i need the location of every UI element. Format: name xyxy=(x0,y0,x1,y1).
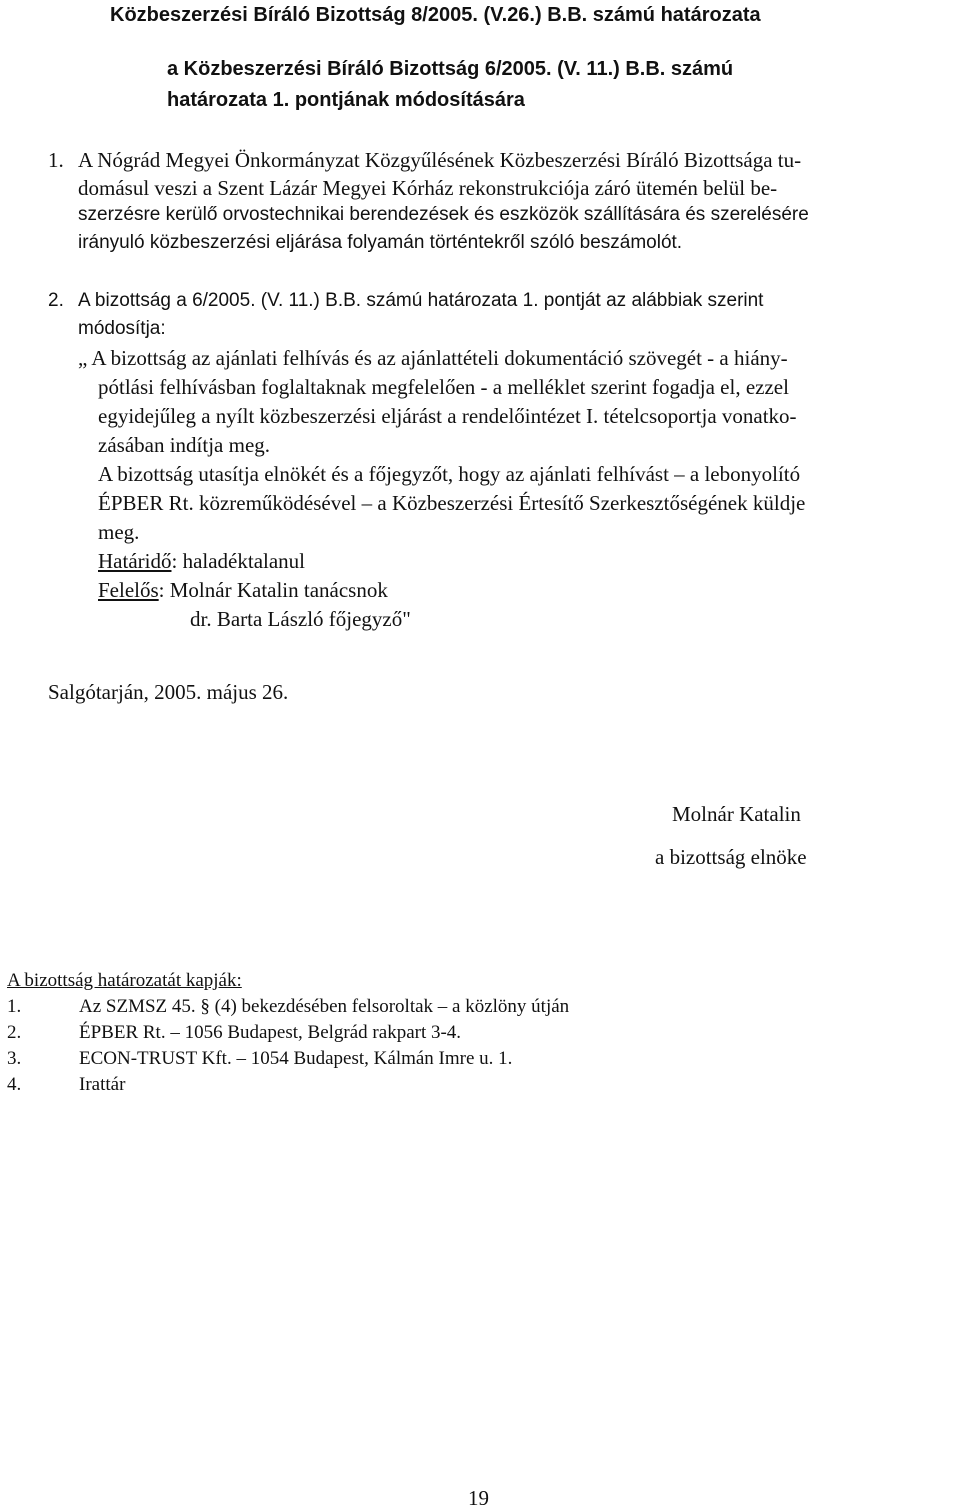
item-2-intro-line-1: A bizottság a 6/2005. (V. 11.) B.B. számú határozata 1. pontját az alábbiak szerint xyxy=(78,290,764,311)
item-1-number: 1. xyxy=(48,148,64,172)
quoted-text-line: pótlási felhívásban foglaltaknak megfelelően - a melléklet szerint fogadja el, ezzel xyxy=(98,375,789,399)
responsible-label: Felelős xyxy=(98,578,159,602)
quoted-text-line: meg. xyxy=(98,520,140,544)
document-title-line-3: határozata 1. pontjának módosítására xyxy=(167,89,525,111)
recipient-text: ÉPBER Rt. – 1056 Budapest, Belgrád rakpart 3-4. xyxy=(79,1022,462,1043)
quoted-text-line: ÉPBER Rt. közreműködésével – a Közbeszerzési Értesítő Szerkesztőségének küldje xyxy=(98,491,806,515)
quoted-text-line: „ A bizottság az ajánlati felhívás és az ajánlattételi dokumentáció szövegét - a hiány- xyxy=(78,346,788,370)
deadline-value: : haladéktalanul xyxy=(171,549,306,573)
item-2-intro-line-2: módosítja: xyxy=(78,318,166,339)
item-1-line: irányuló közbeszerzési eljárása folyamán történtekről szóló beszámolót. xyxy=(78,232,683,253)
document-title-line-1: Közbeszerzési Bíráló Bizottság 8/2005. (V.26.) B.B. számú határozata xyxy=(110,4,761,26)
quoted-text-line: zásában indítja meg. xyxy=(98,433,271,457)
document-title-line-2: a Közbeszerzési Bíráló Bizottság 6/2005. (V. 11.) B.B. számú xyxy=(167,58,734,80)
item-1-line: domásul veszi a Szent Lázár Megyei Kórház rekonstrukciója záró ütemén belül be- xyxy=(78,176,778,200)
recipient-number: 1. xyxy=(7,996,22,1017)
item-1-line: A Nógrád Megyei Önkormányzat Közgyűlésének Közbeszerzési Bíráló Bizottsága tu- xyxy=(78,148,802,172)
quoted-text-line: egyidejűleg a nyílt közbeszerzési eljárást a rendelőintézet I. tételcsoportja vonatko- xyxy=(98,404,797,428)
recipient-text: Az SZMSZ 45. § (4) bekezdésében felsoroltak – a közlöny útján xyxy=(79,996,570,1017)
place-date: Salgótarján, 2005. május 26. xyxy=(48,680,289,704)
recipient-text: Irattár xyxy=(79,1074,126,1095)
recipient-number: 2. xyxy=(7,1022,22,1043)
responsible-line xyxy=(98,578,388,603)
deadline-line xyxy=(98,549,305,574)
item-2-number: 2. xyxy=(48,290,64,311)
responsible-value: : Molnár Katalin tanácsnok xyxy=(158,578,388,602)
page-number: 19 xyxy=(468,1486,489,1510)
quoted-text-line: A bizottság utasítja elnökét és a főjegyzőt, hogy az ajánlati felhívást – a lebonyolító xyxy=(98,462,801,486)
recipient-number: 4. xyxy=(7,1074,22,1095)
item-1-line: szerzésre kerülő orvostechnikai berendezések és eszközök szállítására és szerelésére xyxy=(78,204,809,225)
deadline-label: Határidő xyxy=(98,549,172,573)
signatory-name: Molnár Katalin xyxy=(672,802,801,826)
recipient-text: ECON-TRUST Kft. – 1054 Budapest, Kálmán Imre u. 1. xyxy=(79,1048,513,1069)
recipient-number: 3. xyxy=(7,1048,22,1069)
signatory-role: a bizottság elnöke xyxy=(655,845,807,869)
responsible-value-second: dr. Barta László főjegyző" xyxy=(190,607,411,631)
recipients-heading: A bizottság határozatát kapják: xyxy=(7,970,242,991)
